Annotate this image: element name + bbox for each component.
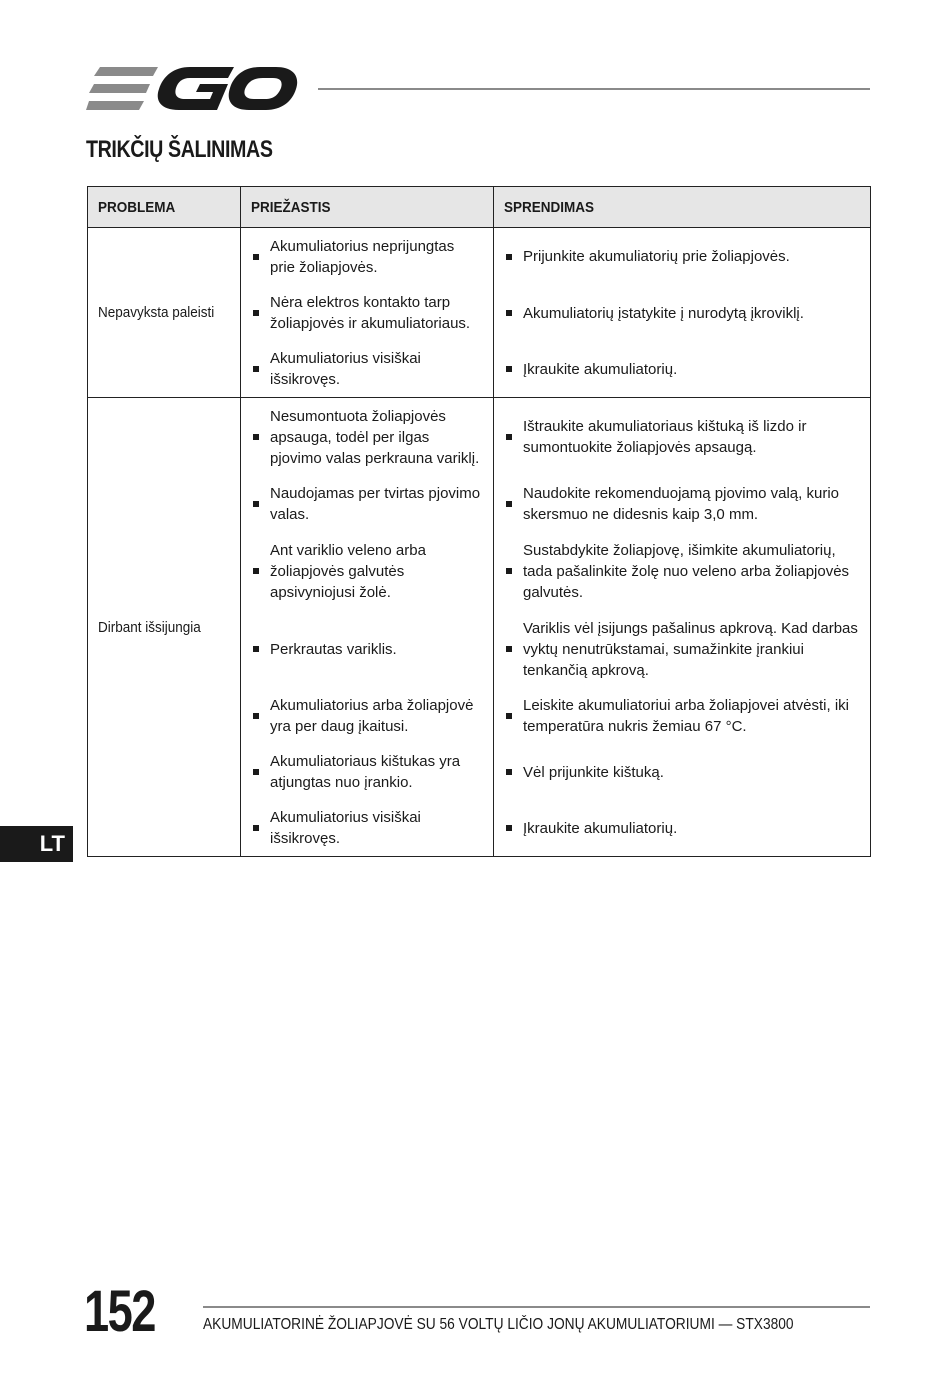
footer-title: AKUMULIATORINĖ ŽOLIAPJOVĖ SU 56 VOLTŲ LIČIO JONŲ AKUMULIATORIUMI — STX3800: [203, 1316, 794, 1333]
cause-cell: [241, 228, 494, 398]
header-cause: PRIEŽASTIS: [241, 187, 494, 228]
page-title: TRIKČIŲ ŠALINIMAS: [86, 136, 273, 163]
troubleshooting-table: [87, 186, 871, 857]
bullet-square-icon: [253, 310, 259, 316]
cause-item: Ant variklio veleno arba žoliapjovės galvutės apsivyniojusi žolė.: [241, 532, 493, 610]
cause-item: Akumuliatorius visiškai išsikrovęs.: [241, 800, 493, 856]
solution-item: Prijunkite akumuliatorių prie žoliapjovės.: [494, 228, 870, 285]
bullet-square-icon: [253, 769, 259, 775]
cause-item: Naudojamas per tvirtas pjovimo valas.: [241, 476, 493, 532]
solution-item: Naudokite rekomenduojamą pjovimo valą, kurio skersmuo ne didesnis kaip 3,0 mm.: [494, 476, 870, 532]
header-solution: SPRENDIMAS: [494, 187, 871, 228]
table-header-row: [88, 187, 871, 228]
footer-rule: [203, 1306, 870, 1308]
solution-item: Sustabdykite žoliapjovę, išimkite akumuliatorių, tada pašalinkite žolę nuo veleno arba žoliapjovės galvutės.: [494, 532, 870, 610]
bullet-square-icon: [253, 254, 259, 260]
cause-item: Nėra elektros kontakto tarp žoliapjovės ir akumuliatoriaus.: [241, 285, 493, 341]
solution-item: Vėl prijunkite kištuką.: [494, 744, 870, 800]
cause-item: Akumuliatorius visiškai išsikrovęs.: [241, 341, 493, 397]
solution-item: Įkraukite akumuliatorių.: [494, 341, 870, 397]
solution-item: Leiskite akumuliatoriui arba žoliapjovei atvėsti, iki temperatūra nukris žemiau 67 °C.: [494, 688, 870, 744]
bullet-square-icon: [506, 434, 512, 440]
logo-go-letters: [158, 67, 297, 110]
cause-item: Akumuliatorius arba žoliapjovė yra per daug įkaitusi.: [241, 688, 493, 744]
bullet-square-icon: [506, 713, 512, 719]
bullet-square-icon: [506, 568, 512, 574]
bullet-square-icon: [253, 501, 259, 507]
solution-item: Variklis vėl įsijungs pašalinus apkrovą. Kad darbas vyktų nenutrūkstamai, sumažinkite įrankiui tenkančią apkrovą.: [494, 610, 870, 688]
language-tab: LT: [0, 826, 73, 862]
solution-item: Ištraukite akumuliatoriaus kištuką iš lizdo ir sumontuokite žoliapjovės apsaugą.: [494, 398, 870, 476]
solution-cell: [494, 398, 871, 857]
cause-item: Akumuliatorius neprijungtas prie žoliapjovės.: [241, 228, 493, 285]
page-number: 152: [84, 1279, 155, 1344]
solution-item: Akumuliatorių įstatykite į nurodytą įkroviklį.: [494, 285, 870, 341]
header-problem: PROBLEMA: [88, 187, 241, 228]
bullet-square-icon: [506, 501, 512, 507]
table-row: [88, 398, 871, 857]
bullet-square-icon: [506, 825, 512, 831]
bullet-square-icon: [253, 434, 259, 440]
cause-item: Perkrautas variklis.: [241, 610, 493, 688]
bullet-square-icon: [506, 310, 512, 316]
cause-item: Nesumontuota žoliapjovės apsauga, todėl per ilgas pjovimo valas perkrauna variklį.: [241, 398, 493, 476]
ego-logo: [86, 64, 298, 114]
bullet-square-icon: [506, 769, 512, 775]
cause-cell: [241, 398, 494, 857]
solution-cell: [494, 228, 871, 398]
logo-stripes: [86, 67, 158, 110]
bullet-square-icon: [506, 646, 512, 652]
bullet-square-icon: [253, 713, 259, 719]
problem-cell: Dirbant išsijungia: [88, 398, 241, 857]
header-rule: [318, 88, 870, 90]
bullet-square-icon: [506, 366, 512, 372]
table-row: [88, 228, 871, 398]
bullet-square-icon: [506, 254, 512, 260]
bullet-square-icon: [253, 366, 259, 372]
solution-item: Įkraukite akumuliatorių.: [494, 800, 870, 856]
problem-cell: Nepavyksta paleisti: [88, 228, 241, 398]
bullet-square-icon: [253, 568, 259, 574]
bullet-square-icon: [253, 825, 259, 831]
bullet-square-icon: [253, 646, 259, 652]
cause-item: Akumuliatoriaus kištukas yra atjungtas nuo įrankio.: [241, 744, 493, 800]
